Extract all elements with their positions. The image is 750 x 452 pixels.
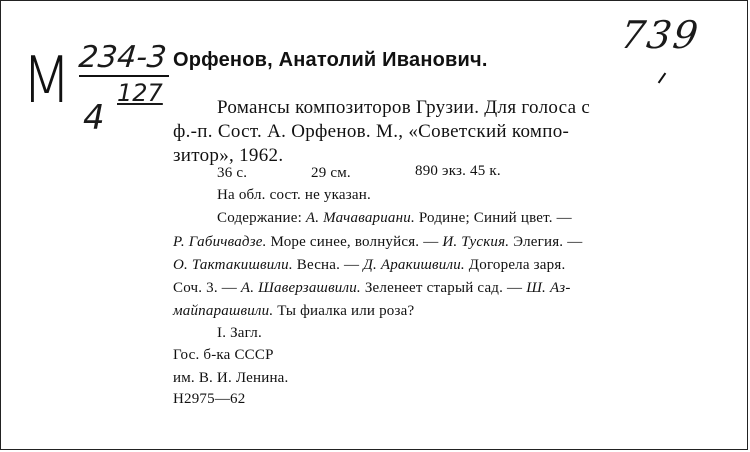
composer-name: А. Мачавариани. — [305, 210, 415, 226]
composer-name: Р. Габичвадзе. — [173, 234, 267, 250]
shelf-underline — [79, 75, 169, 77]
title-line-3: зитор», 1962. — [173, 145, 284, 166]
contents-line-5 — [173, 303, 414, 320]
song-titles: Весна. — — [292, 257, 364, 273]
composer-name: майпарашвили. — [173, 303, 274, 319]
library-line-3: Н2975—62 — [173, 391, 246, 407]
composer-name: О. Тактакишвили. — [173, 257, 293, 273]
contents-line-3 — [173, 257, 565, 274]
song-titles: Догорела заря. — [464, 257, 566, 273]
shelf-code: 234-3 — [77, 40, 169, 75]
song-titles: Родине; Синий цвет. — — [414, 210, 572, 226]
song-titles: Ты фиалка или роза? — [273, 303, 415, 319]
contents-line-4 — [173, 280, 571, 297]
contents-label: Содержание: — [217, 210, 306, 226]
contents-line-2 — [173, 234, 582, 251]
handwritten-tick — [658, 73, 667, 84]
song-titles: Соч. 3. — — [173, 280, 241, 296]
author-heading: Орфенов, Анатолий Иванович. — [173, 49, 488, 71]
composer-name: А. Шаверзашвили. — [240, 280, 361, 296]
song-titles: Зеленеет старый сад. — — [360, 280, 527, 296]
shelf-letter: М — [21, 44, 72, 118]
contents-line-1 — [217, 210, 572, 227]
physical-pages: 36 с. — [217, 165, 248, 181]
shelf-sub: 127 — [117, 79, 163, 107]
note-line: На обл. сост. не указан. — [217, 187, 371, 203]
physical-copies: 890 экз. 45 к. — [415, 163, 501, 179]
shelf-digit: 4 — [83, 98, 105, 138]
song-titles: Море синее, волнуйся. — — [266, 234, 443, 250]
title-line-1: Романсы композиторов Грузии. Для голоса с — [217, 97, 591, 118]
inventory-number: 739 — [617, 13, 703, 57]
composer-name: И. Туския. — [442, 234, 510, 250]
library-line-2: им. В. И. Ленина. — [173, 370, 289, 386]
song-titles: Элегия. — — [509, 234, 583, 250]
composer-name: Д. Аракишвили. — [363, 257, 465, 273]
composer-name: Ш. Аз- — [526, 280, 571, 296]
title-line-2: ф.-п. Сост. А. Орфенов. М., «Советский компо- — [173, 121, 570, 142]
physical-size: 29 см. — [311, 165, 351, 181]
tracing: I. Загл. — [217, 325, 262, 341]
library-line-1: Гос. б-ка СССР — [173, 347, 274, 363]
